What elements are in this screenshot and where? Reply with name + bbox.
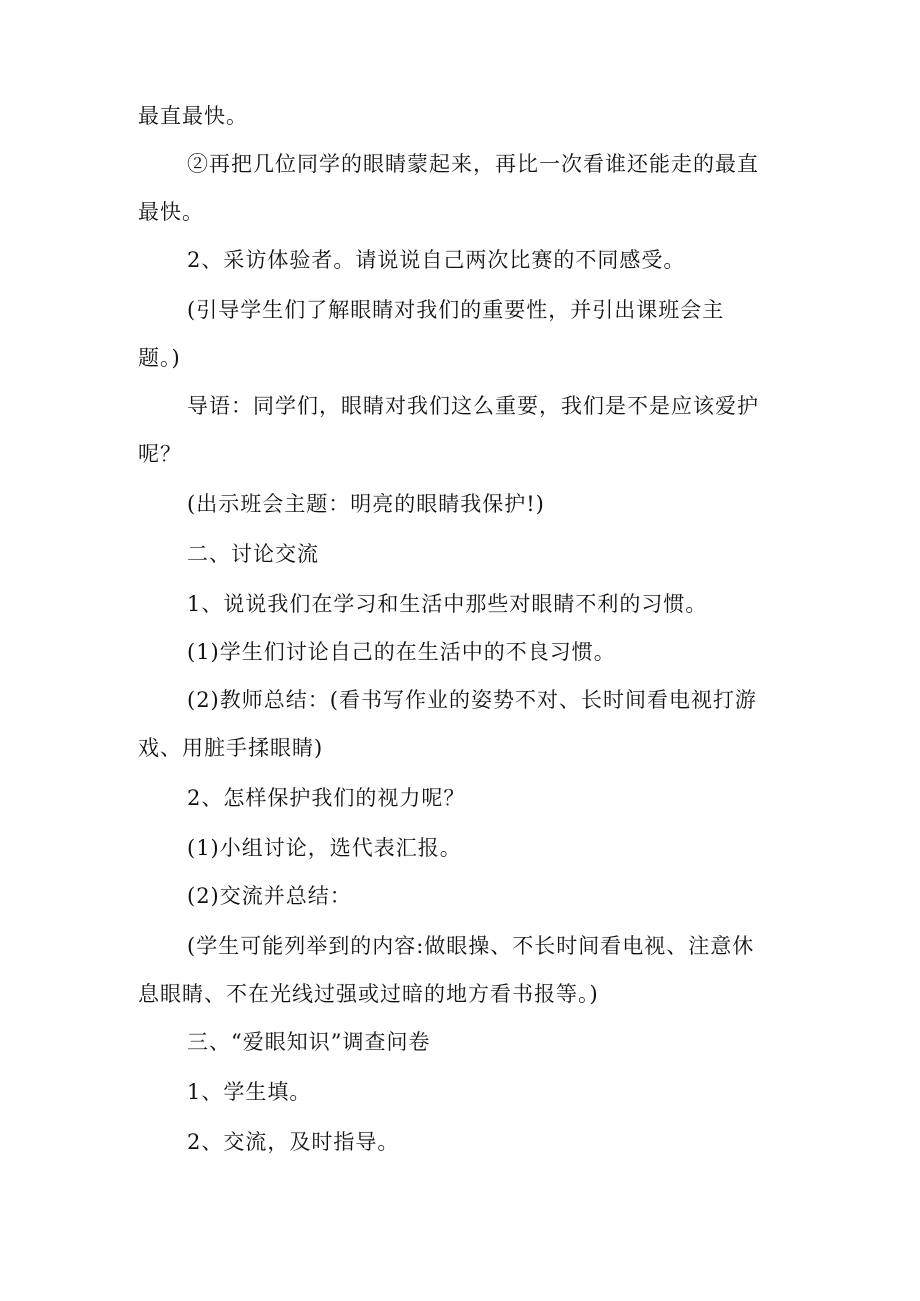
text-line: 最快。 (138, 200, 204, 224)
text-line: 最直最快。 (138, 104, 248, 128)
section-heading: 二、讨论交流 (187, 542, 319, 566)
text-line: 1、学生填。 (187, 1080, 312, 1104)
text-line: (1)学生们讨论自己的在生活中的不良习惯。 (187, 640, 616, 664)
text-line: 呢？ (138, 442, 182, 466)
text-line: 息眼睛、不在光线过强或过暗的地方看书报等。) (138, 982, 599, 1006)
text-line: (2)交流并总结： (187, 884, 352, 908)
text-line: 2、怎样保护我们的视力呢？ (187, 786, 466, 810)
text-line: 导语：同学们，眼睛对我们这么重要，我们是不是应该爱护 (187, 394, 759, 418)
text-line: 2、采访体验者。请说说自己两次比赛的不同感受。 (187, 248, 686, 272)
text-line: (2)教师总结：(看书写作业的姿势不对、长时间看电视打游 (187, 688, 757, 712)
text-line: 1、说说我们在学习和生活中那些对眼睛不利的习惯。 (187, 592, 708, 616)
section-heading: 三、“爱眼知识”调查问卷 (187, 1030, 431, 1054)
text-line: 题。) (138, 346, 181, 370)
text-line: (学生可能列举到的内容:做眼操、不长时间看电视、注意休 (187, 934, 755, 958)
text-line: 戏、用脏手揉眼睛) (138, 736, 324, 760)
text-line: ②再把几位同学的眼睛蒙起来，再比一次看谁还能走的最直 (187, 152, 759, 176)
text-line: 2、交流，及时指导。 (187, 1130, 400, 1154)
text-line: (1)小组讨论，选代表汇报。 (187, 836, 462, 860)
text-line: (出示班会主题：明亮的眼睛我保护!) (187, 492, 545, 516)
text-line: (引导学生们了解眼睛对我们的重要性，并引出课班会主 (187, 298, 725, 322)
